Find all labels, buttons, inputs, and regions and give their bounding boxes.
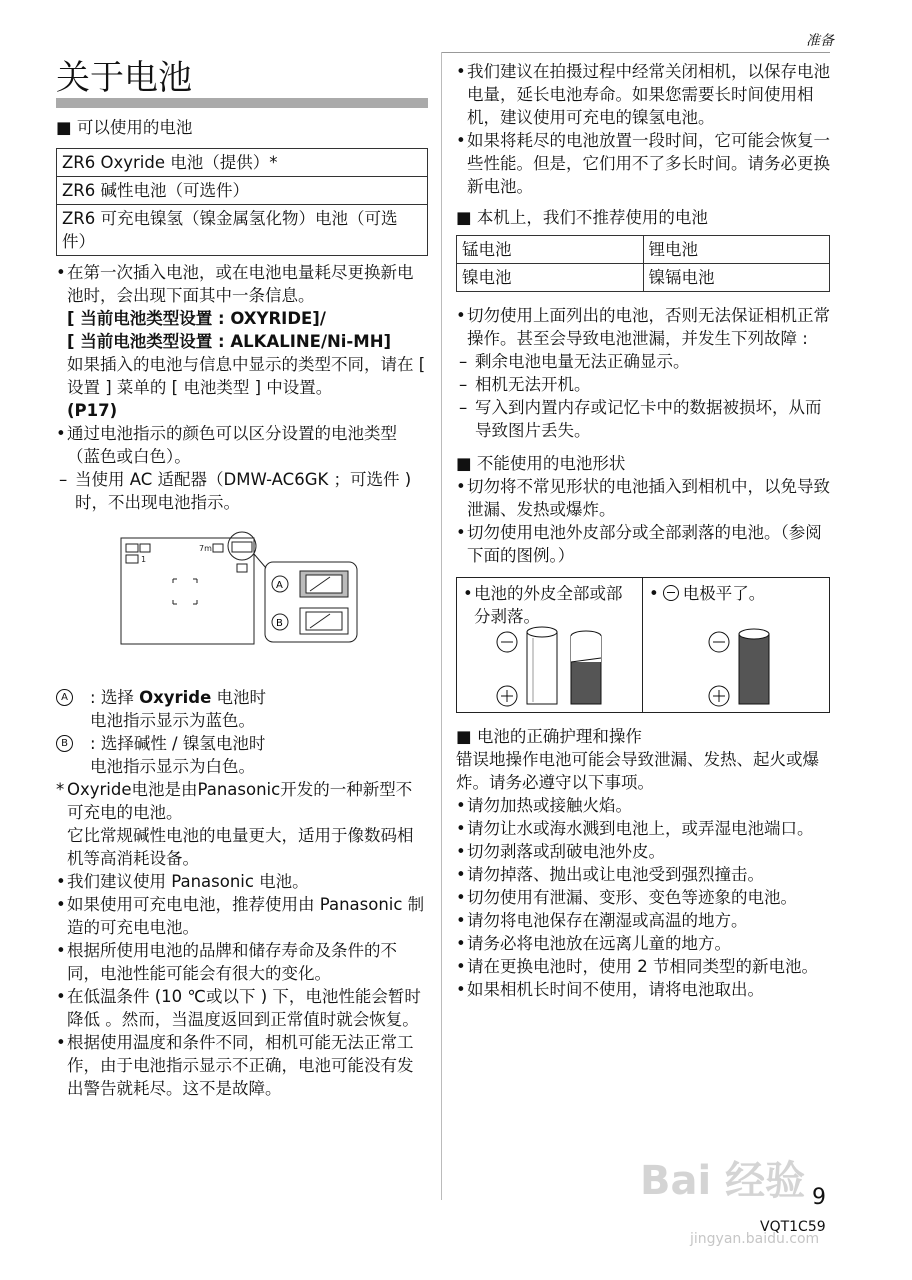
usable-row: ZR6 Oxyride 电池（提供）* [57,149,428,177]
watermark-logo: Bai 经验 [640,1158,806,1204]
title-bar [56,98,428,108]
flat-text: 电极平了。 [682,584,766,603]
bullet: • 请勿让水或海水溅到电池上，或弄湿电池端口。 [456,817,830,840]
battery-indicator-diagram [56,524,428,689]
usable-row: ZR6 可充电镍氢（镍金属氢化物）电池（可选件） [57,205,428,256]
bullet-cont: 如果插入的电池与信息中显示的类型不同，请在 [ 设置 ] 菜单的 [ 电池类型 ] 中设置。 [67,355,426,397]
flat-battery-icon [699,622,819,712]
bullet: • 切勿将不常见形状的电池插入到相机中，以免导致泄漏、发热或爆炸。 [456,475,830,521]
page-number: 9 [812,1185,826,1210]
page-code: VQT1C59 [760,1219,826,1235]
bullet: • 请在更换电池时，使用 2 节相同类型的新电池。 [456,955,830,978]
header-rule [442,52,830,53]
bullet: • 切勿使用有泄漏、变形、变色等迹象的电池。 [456,886,830,909]
watermark-url: jingyan.baidu.com [690,1231,820,1247]
diagram-label-b: B [276,618,283,629]
care-heading: ■ 电池的正确护理和操作 [456,725,830,748]
notrec-heading: ■ 本机上，我们不推荐使用的电池 [456,206,830,229]
notrec-cell: 镍镉电池 [643,264,830,292]
flat-text-row: • 电极平了。 [649,584,766,603]
bullet: • 切勿剥落或刮破电池外皮。 [456,840,830,863]
minus-icon [663,585,679,601]
notrec-cell: 锂电池 [643,236,830,264]
flat-cell [643,578,829,712]
dash-item: – 当使用 AC 适配器（DMW-AC6GK ；可选件 ) 时，不出现电池指示。 [56,468,428,514]
dash-item: – 相机无法开机。 [456,373,830,396]
care-intro: 错误地操作电池可能会导致泄漏、发热、起火或爆炸。请务必遵守以下事项。 [456,750,819,792]
dash-item: – 写入到内置内存或记忆卡中的数据被损坏，从而导致图片丢失。 [456,396,830,442]
label-a-icon: A [56,689,73,706]
usable-row: ZR6 碱性电池（可选件） [57,177,428,205]
page-ref: (P17) [67,401,118,420]
bullet: • 请务必将电池放在远离儿童的地方。 [456,932,830,955]
bullet: • 切勿使用电池外皮部分或全部剥落的电池。（参阅下面的图例。） [456,521,830,567]
footnote-cont: 它比常规碱性电池的电量更大，适用于像数码相机等高消耗设备。 [67,826,414,868]
bullet: • 根据使用温度和条件不同，相机可能无法正常工作，由于电池指示显示不正确，电池可能没有发出警告就耗尽。这不是故障。 [56,1031,428,1100]
shape-heading: ■ 不能使用的电池形状 [456,452,830,475]
bullet: • 在低温条件 (10 ℃或以下 ) 下，电池性能会暂时降低 。然而，当温度返回到正常值时就会恢复。 [56,985,428,1031]
page-title: 关于电池 [56,58,192,98]
legend-b: B : 选择碱性 / 镍氢电池时 [56,732,428,755]
legend-a: A : 选择 Oxyride 电池时 [56,686,428,709]
bullet: • 我们建议使用 Panasonic 电池。 [56,870,428,893]
footnote: * Oxyride电池是由Panasonic开发的一种新型不可充电的电池。 [56,778,428,824]
column-divider [441,52,442,1200]
bullet: • 如果相机长时间不使用，请将电池取出。 [456,978,830,1001]
bullet: • 根据所使用电池的品牌和储存寿命及条件的不同，电池性能可能会有很大的变化。 [56,939,428,985]
legend-a-text: 选择 [100,688,140,707]
notrec-cell: 镍电池 [457,264,644,292]
message-alkaline: [ 当前电池类型设置 : ALKALINE/Ni-MH] [67,332,392,351]
bullet: • 在第一次插入电池，或在电池电量耗尽更换新电池时，会出现下面其中一条信息。 [56,261,428,307]
peeled-cell [457,578,643,712]
bullet: • 请勿将电池保存在潮湿或高温的地方。 [456,909,830,932]
notrec-table [456,235,830,292]
legend-a-text2: 电池时 [211,688,267,707]
shape-figure-box [456,577,830,713]
peeled-battery-icon [487,622,667,712]
usable-battery-table [56,148,428,256]
legend-a-desc: 电池指示显示为蓝色。 [90,711,255,730]
diagram-label-a: A [276,580,283,591]
peeled-text: • 电池的外皮全部或部分剥落。 [463,582,636,628]
bullet: • 请勿掉落、抛出或让电池受到强烈撞击。 [456,863,830,886]
bullet: • 我们建议在拍摄过程中经常关闭相机，以保存电池电量，延长电池寿命。如果您需要长时间使用相机，建议使用可充电的镍氢电池。 [456,60,830,129]
section-header: 准备 [806,33,834,49]
legend-b-text: 选择碱性 / 镍氢电池时 [100,734,266,753]
message-oxyride: [ 当前电池类型设置 : OXYRIDE]/ [67,309,326,328]
notrec-cell: 锰电池 [457,236,644,264]
right-column [456,60,830,1001]
legend-b-desc: 电池指示显示为白色。 [90,757,255,776]
bullet: • 切勿使用上面列出的电池，否则无法保证相机正常操作。甚至会导致电池泄漏，并发生下列故障 : [456,304,830,350]
usable-heading: ■ 可以使用的电池 [56,116,428,139]
screen-size-label: 7m [199,544,212,553]
bullet: • 请勿加热或接触火焰。 [456,794,830,817]
dash-item: – 剩余电池电量无法正确显示。 [456,350,830,373]
diagram-svg [56,524,428,689]
left-column [56,116,428,1100]
legend-a-bold: Oxyride [139,688,212,707]
bullet: • 如果使用可充电电池，推荐使用由 Panasonic 制造的可充电电池。 [56,893,428,939]
bullet: • 通过电池指示的颜色可以区分设置的电池类型（蓝色或白色）。 [56,422,428,468]
screen-count-label: 1 [141,555,147,564]
bullet: • 如果将耗尽的电池放置一段时间，它可能会恢复一些性能。但是，它们用不了多长时间。请务必更换新电池。 [456,129,830,198]
label-b-icon: B [56,735,73,752]
